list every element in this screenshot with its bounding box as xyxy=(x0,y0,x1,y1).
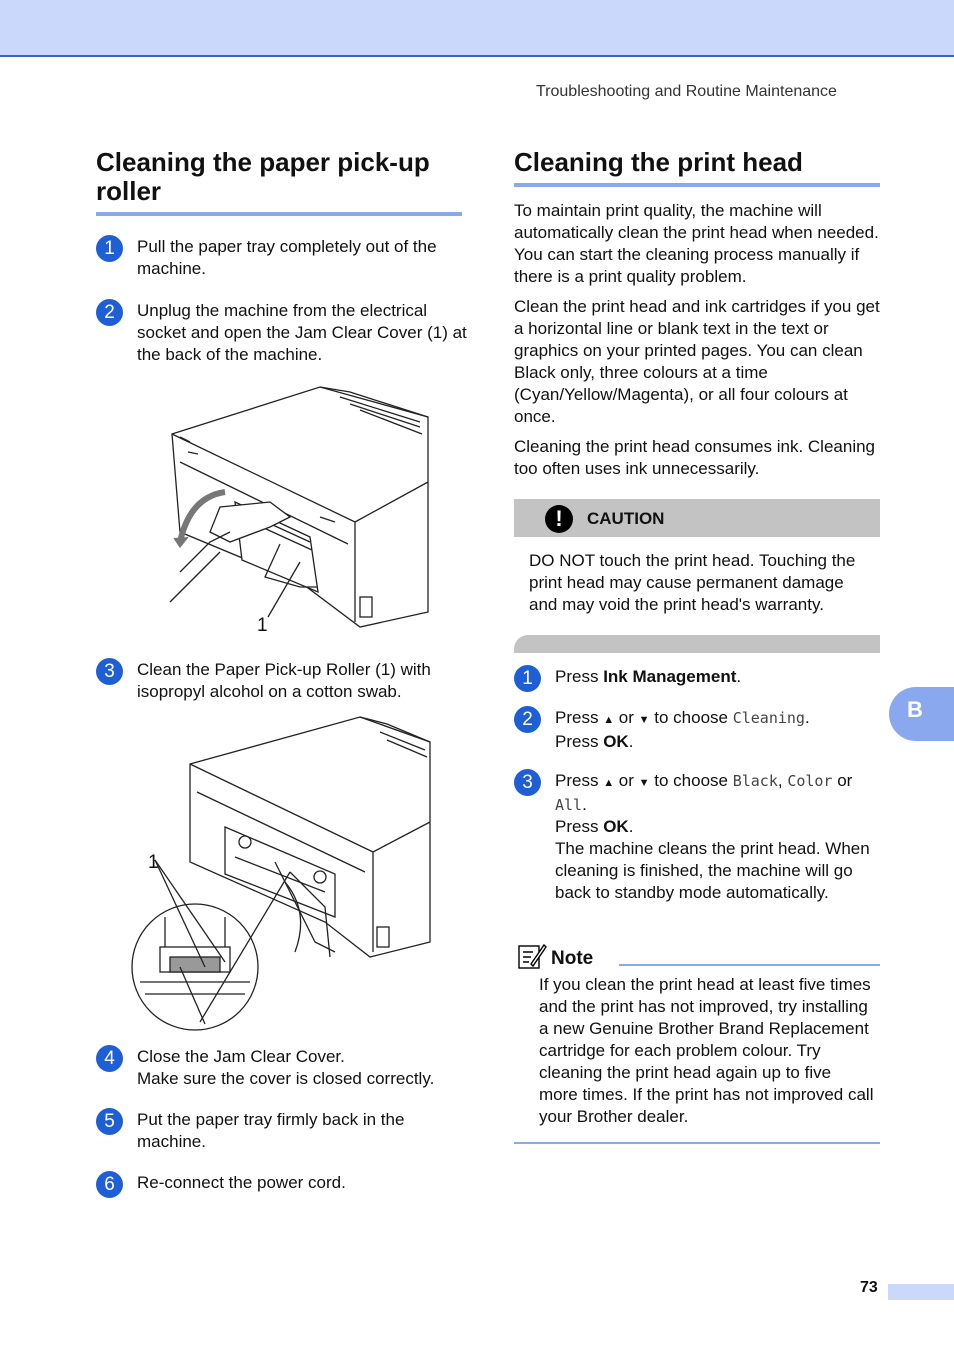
up-arrow-icon: ▲ xyxy=(603,777,615,789)
step-text-fragment: . xyxy=(582,795,587,814)
printer-roller-illustration xyxy=(125,712,435,1032)
chapter-tab xyxy=(889,687,954,741)
paragraph: Clean the print head and ink cartridges if you get a horizontal line or blank text in the text or graphics on your printed pages. You can clean Black only, three colours at a time (Cyan/Yellow/Magenta), or all four colours at once. xyxy=(514,297,880,426)
ok-key-label: OK xyxy=(603,732,629,751)
note-header-rule xyxy=(619,964,880,966)
right-step-3 xyxy=(514,770,886,904)
step-text-fragment: , xyxy=(777,771,788,790)
right-step-1 xyxy=(514,666,886,688)
step-text-fragment: . xyxy=(736,667,742,686)
left-step-3 xyxy=(96,659,468,703)
figure-pickup-roller xyxy=(125,712,435,1032)
chapter-tab-letter: B xyxy=(907,697,923,722)
note-label: Note xyxy=(551,948,594,969)
step-text-fragment: to choose xyxy=(649,771,733,790)
step-text xyxy=(555,666,886,688)
step-text-fragment: Press xyxy=(555,732,604,751)
intro-paragraphs xyxy=(514,200,880,488)
left-step-1 xyxy=(96,236,468,280)
caution-text: DO NOT touch the print head. Touching the print head may cause permanent damage and may void the print head's warranty. xyxy=(529,551,856,614)
step-number-badge: 3 xyxy=(514,769,541,796)
caution-label: CAUTION xyxy=(587,509,665,528)
step-text-fragment: Press xyxy=(555,771,604,790)
step-text-fragment: Press xyxy=(555,708,604,727)
step-line: Close the Jam Clear Cover. xyxy=(137,1047,345,1066)
step-text-fragment: . xyxy=(628,732,634,751)
step-number-badge: 3 xyxy=(96,658,123,685)
printer-illustration xyxy=(150,382,440,642)
left-step-4 xyxy=(96,1046,468,1090)
down-arrow-icon: ▼ xyxy=(638,714,650,726)
left-step-6 xyxy=(96,1172,468,1194)
step-text-fragment: to choose xyxy=(649,708,733,727)
step-number-badge: 2 xyxy=(514,706,541,733)
step-text-fragment: Press xyxy=(555,667,604,686)
step-number-badge: 6 xyxy=(96,1171,123,1198)
step-text xyxy=(137,1046,468,1090)
step-number-badge: 2 xyxy=(96,299,123,326)
caution-box xyxy=(514,499,880,653)
step-text: Clean the Paper Pick-up Roller (1) with isopropyl alcohol on a cotton swab. xyxy=(137,660,431,701)
step-text-fragment: or xyxy=(614,708,639,727)
step-line: Make sure the cover is closed correctly. xyxy=(137,1069,435,1088)
right-column xyxy=(514,147,880,1126)
left-column xyxy=(96,147,467,1195)
page-number: 73 xyxy=(860,1279,878,1296)
note-box xyxy=(514,940,880,1144)
caution-header xyxy=(514,499,880,537)
menu-option: Black xyxy=(732,772,778,790)
paragraph: Cleaning the print head consumes ink. Cleaning too often uses ink unnecessarily. xyxy=(514,437,876,478)
step-number-badge: 1 xyxy=(96,235,123,262)
step-number-badge: 4 xyxy=(96,1045,123,1072)
menu-key-label: Ink Management xyxy=(603,667,737,686)
step-line xyxy=(555,770,886,816)
left-step-2 xyxy=(96,300,468,366)
step-text xyxy=(555,770,886,904)
ok-key-label: OK xyxy=(603,817,629,836)
menu-option: Color xyxy=(787,772,833,790)
warning-icon: ! xyxy=(545,505,573,533)
left-step-5 xyxy=(96,1109,468,1153)
step-line xyxy=(555,731,886,753)
right-step-2 xyxy=(514,707,886,753)
running-head: Troubleshooting and Routine Maintenance xyxy=(536,83,837,100)
step-number-badge: 1 xyxy=(514,665,541,692)
step-line xyxy=(555,816,886,838)
step-text xyxy=(555,707,886,753)
caution-footer-bar xyxy=(514,635,880,653)
step-line xyxy=(555,707,886,731)
footer-bar xyxy=(888,1284,954,1300)
section-title-pickup-roller: Cleaning the paper pick-up roller xyxy=(96,148,462,216)
note-text: If you clean the print head at least five times and the print has not improved, try installing a new Genuine Brother Brand Replacement cartridge for each problem colour. Try cleaning the print head again up to five more times. If the print has not improved call your Brother dealer. xyxy=(539,975,874,1126)
step-text-fragment: or xyxy=(832,771,853,790)
callout-label: 1 xyxy=(148,852,159,873)
menu-option: All xyxy=(555,796,583,814)
step-text: Unplug the machine from the electrical socket and open the Jam Clear Cover (1) at the back of the machine. xyxy=(137,301,467,364)
paragraph: To maintain print quality, the machine will automatically clean the print head when needed. You can start the cleaning process manually if there is a print quality problem. xyxy=(514,201,879,286)
step-text: Put the paper tray firmly back in the machine. xyxy=(137,1110,405,1151)
menu-option: Cleaning xyxy=(732,709,805,727)
figure-jam-clear-cover xyxy=(150,382,440,642)
up-arrow-icon: ▲ xyxy=(603,714,615,726)
step-text-fragment: . xyxy=(628,817,634,836)
step-text-fragment: or xyxy=(614,771,639,790)
down-arrow-icon: ▼ xyxy=(638,777,650,789)
step-text-fragment: . xyxy=(804,708,810,727)
step-text: Pull the paper tray completely out of the machine. xyxy=(137,237,437,278)
step-text: Re-connect the power cord. xyxy=(137,1173,346,1192)
callout-label: 1 xyxy=(257,615,268,636)
step-line: The machine cleans the print head. When cleaning is finished, the machine will go back to standby mode automatically. xyxy=(555,839,870,902)
step-number-badge: 5 xyxy=(96,1108,123,1135)
note-pencil-icon xyxy=(517,942,547,970)
section-title-print-head: Cleaning the print head xyxy=(514,148,880,187)
header-band xyxy=(0,0,954,57)
step-text-fragment: Press xyxy=(555,817,604,836)
